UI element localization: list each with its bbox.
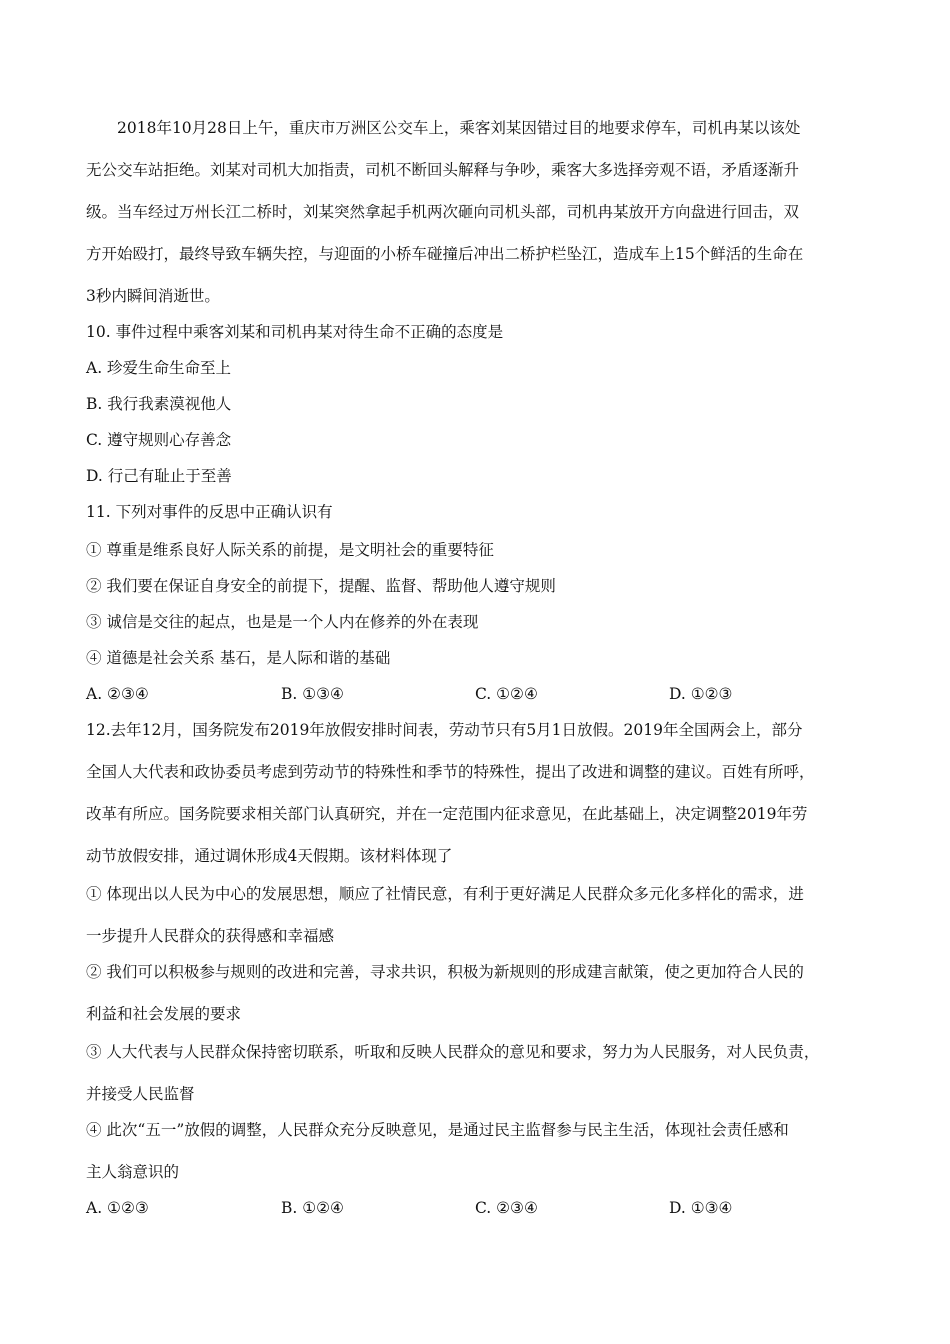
q12-option-c: C. ②③④ xyxy=(475,1199,538,1217)
q12-statement-line: ② 我们可以积极参与规则的改进和完善，寻求共识，积极为新规则的形成建言献策，使之更加符合人民的 xyxy=(86,963,804,981)
q12-statement-line: 利益和社会发展的要求 xyxy=(86,1005,242,1023)
q11-option-d: D. ①②③ xyxy=(669,685,733,703)
q12-stem-line: 12.去年12月，国务院发布2019年放假安排时间表，劳动节只有5月1日放假。2019年全国两会上，部分 xyxy=(86,721,803,739)
q12-stem-line: 改革有所应。国务院要求相关部门认真研究，并在一定范围内征求意见，在此基础上，决定调整2019年劳 xyxy=(86,805,808,823)
q12-stem-line: 动节放假安排，通过调休形成4天假期。该材料体现了 xyxy=(86,847,453,865)
q11-statement-4: ④ 道德是社会关系 基石，是人际和谐的基础 xyxy=(86,649,391,667)
q12-options xyxy=(86,1198,886,1218)
q10-option-c: C. 遵守规则心存善念 xyxy=(86,431,232,449)
q10-option-b: B. 我行我素漠视他人 xyxy=(86,395,232,413)
q12-statement-line: ④ 此次“五一”放假的调整，人民群众充分反映意见，是通过民主监督参与民主生活，体现社会责任感和 xyxy=(86,1121,789,1139)
q12-statement-line: ③ 人大代表与人民群众保持密切联系，听取和反映人民群众的意见和要求，努力为人民服务，对人民负责， xyxy=(86,1043,820,1061)
q12-option-a: A. ①②③ xyxy=(86,1199,149,1217)
q11-statement-1: ① 尊重是维系良好人际关系的前提，是文明社会的重要特征 xyxy=(86,541,494,559)
q11-stem: 11. 下列对事件的反思中正确认识有 xyxy=(86,503,333,521)
q11-option-b: B. ①③④ xyxy=(281,685,344,703)
passage-line: 级。当车经过万州长江二桥时，刘某突然拿起手机两次砸向司机头部，司机冉某放开方向盘进行回击，双 xyxy=(86,203,800,221)
passage-line: 2018年10月28日上午，重庆市万洲区公交车上，乘客刘某因错过目的地要求停车，司机冉某以该处 xyxy=(117,119,801,137)
q10-option-a: A. 珍爱生命生命至上 xyxy=(86,359,232,377)
q11-options xyxy=(86,684,886,704)
q11-statement-2: ② 我们要在保证自身安全的前提下，提醒、监督、帮助他人遵守规则 xyxy=(86,577,556,595)
passage-line: 方开始殴打，最终导致车辆失控，与迎面的小桥车碰撞后冲出二桥护栏坠江，造成车上15个鲜活的生命在 xyxy=(86,245,804,263)
q11-option-a: A. ②③④ xyxy=(86,685,149,703)
q12-statement-line: 一步提升人民群众的获得感和幸福感 xyxy=(86,927,335,945)
q11-option-c: C. ①②④ xyxy=(475,685,538,703)
q12-option-b: B. ①②④ xyxy=(281,1199,344,1217)
passage-line: 无公交车站拒绝。刘某对司机大加指责，司机不断回头解释与争吵，乘客大多选择旁观不语，矛盾逐渐升 xyxy=(86,161,800,179)
q10-stem: 10. 事件过程中乘客刘某和司机冉某对待生命不正确的态度是 xyxy=(86,323,504,341)
q12-option-d: D. ①③④ xyxy=(669,1199,733,1217)
passage-line: 3秒内瞬间消逝世。 xyxy=(86,287,220,305)
q11-statement-3: ③ 诚信是交往的起点，也是是一个人内在修养的外在表现 xyxy=(86,613,479,631)
q10-option-d: D. 行己有耻止于至善 xyxy=(86,467,232,485)
q12-statement-line: 主人翁意识的 xyxy=(86,1163,180,1181)
q12-statement-line: ① 体现出以人民为中心的发展思想，顺应了社情民意，有利于更好满足人民群众多元化多样化的需求，进 xyxy=(86,885,804,903)
q12-stem-line: 全国人大代表和政协委员考虑到劳动节的特殊性和季节的特殊性，提出了改进和调整的建议。百姓有所呼， xyxy=(86,763,815,781)
q12-statement-line: 并接受人民监督 xyxy=(86,1085,195,1103)
